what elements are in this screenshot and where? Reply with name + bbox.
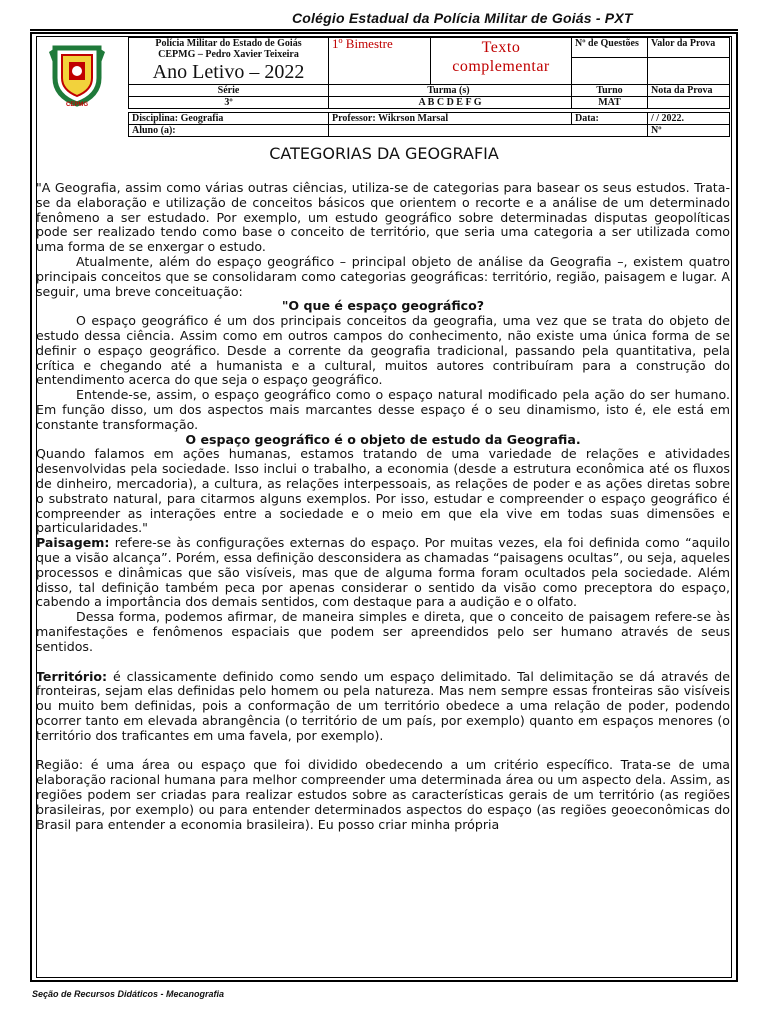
paragraph-landscape-conclusion: Dessa forma, podemos afirmar, de maneira simples e direta, que o conceito de paisagem refere-se às manifestações e fenômenos espaciais que podem ser apreendidos pelo ser humano através de seus sentidos. [36, 609, 730, 654]
turno-label: Turno [572, 85, 648, 97]
term-landscape: Paisagem: [36, 535, 110, 551]
footer: Seção de Recursos Didáticos - Mecanografia [32, 989, 225, 999]
discipline-table [128, 112, 730, 137]
document-body [36, 181, 730, 832]
logo-lettering: CEPMG [65, 102, 89, 108]
student-label: Aluno (a): [129, 125, 329, 137]
turno-value: MAT [572, 97, 648, 109]
grade-label: Nota da Prova [648, 85, 730, 97]
institution-line2: CEPMG – Pedro Xavier Teixeira [158, 49, 299, 60]
term-territory: Território: [36, 668, 108, 684]
paragraph-space-dynamism: Entende-se, assim, o espaço geográfico como o espaço natural modificado pela ação do ser humano. Em função disso, um dos aspectos mais marcantes desse espaço é o seu dinamismo, isto é, ele está em constante transformação. [36, 387, 730, 432]
subheading-space: "O que é espaço geográfico? [281, 298, 485, 314]
student-name [329, 125, 648, 137]
paragraph-human-actions: Quando falamos em ações humanas, estamos tratando de uma variedade de relações e atividades desenvolvidas pela sociedade. Isso inclui o trabalho, a economia (desde a estrutura econômica até os fluxos de dinheiro, mercadoria), a cultura, as relações interpessoais, as relações de poder e as ações diretas sobre o substrato natural, para citarmos alguns exemplos. Por isso, estudar e compreender o espaço geográfico é compreender as interações entre a sociedade e o meio em que ela vive em todas suas dimensões e particularidades." [36, 446, 730, 536]
subheading-object: O espaço geográfico é o objeto de estudo da Geografia. [185, 431, 581, 447]
landscape-text: refere-se às configurações externas do espaço. Por muitas vezes, ela foi definida como “aquilo que a visão alcança”. Porém, essa definição desconsidera as chamadas “paisagens ocultas”, ou seja, aqueles processos e dinâmicas que são visíveis, mas que de alguma forma foram ocultados pela sociedade. Além disso, tal definição também peca por apenas considerar o sentido da visão como preceptora do espaço, cabendo a importância dos demais sentidos, com destaque para a audição e o olfato. [36, 535, 730, 610]
serie-value: 3º [129, 97, 329, 109]
grade-value-label: Valor da Prova [648, 38, 730, 58]
paragraph-landscape [36, 536, 730, 610]
institution-cell [129, 38, 329, 85]
school-name: Colégio Estadual da Polícia Militar de Goiás - PXT [292, 10, 633, 26]
bimester: 1º Bimestre [329, 38, 431, 85]
paragraph-territory [36, 670, 730, 744]
num-questions-value [572, 58, 648, 85]
territory-text: é classicamente definido como sendo um espaço delimitado. Tal delimitação se dá através de fronteiras, sejam elas definidas pelo homem ou pela natureza. Mas nem sempre essas fronteiras são visíveis ou muito bem definidas, pois a conformação de um território obedece a uma relação de poder, podendo ocorrer tanto em elevada abrangência (o território de um país, por exemplo) quanto em espaços menores (o território dos traficantes em uma favela, por exemplo). [36, 668, 730, 743]
discipline: Disciplina: Geografia [129, 113, 329, 125]
header-table [128, 37, 730, 109]
school-year: Ano Letivo – 2022 [152, 61, 305, 83]
page-title: CATEGORIAS DA GEOGRAFIA [269, 144, 499, 163]
top-divider [30, 29, 738, 31]
date-label: Data: [572, 113, 648, 125]
date-value: / / 2022. [648, 113, 730, 125]
teacher: Professor: Wikrson Marsal [329, 113, 572, 125]
grade-value-value [648, 58, 730, 85]
paragraph-region: Região: é uma área ou espaço que foi dividido obedecendo a um critério específico. Trata-se de uma elaboração racional humana para melhor compreender uma determinada área ou um aspecto dela. Assim, as regiões podem ser criadas para realizar estudos sobre as características gerais de um território (as regiões brasileiras, por exemplo) ou para entender determinados aspectos do espaço (as regiões geoeconômicas do Brasil para entender a economia brasileira). Eu posso criar minha própria [36, 757, 730, 832]
paragraph-categories: Atualmente, além do espaço geográfico – principal objeto de análise da Geografia –, existem quatro principais conceitos que se consolidaram como categorias geográficas: território, região, paisagem e lugar. A seguir, uma breve conceituação: [36, 253, 730, 299]
paragraph-intro: "A Geografia, assim como várias outras ciências, utiliza-se de categorias para basear os seus estudos. Trata-se da elaboração e utilização de conceitos básicos que orientem o recorte e a análise de um determinado fenômeno a ser estudado. Por exemplo, um estudo geográfico sobre determinadas disputas geopolíticas pode ser realizado tendo como base o conceito de território, que seria uma categoria a ser utilizada como uma forma de se enxergar o estudo. [36, 180, 730, 255]
serie-label: Série [129, 85, 329, 97]
paragraph-space-definition: O espaço geográfico é um dos principais conceitos da geografia, uma vez que se trata do objeto de estudo dessa ciência. Assim como em outros campos do conhecimento, não existe uma única forma de se definir o espaço geográfico. Desde a corrente da geografia tradicional, passando pela quantitativa, pela crítica e chegando até a humanista e a cultural, muitos autores contribuíram para a construção do entendimento acerca do que seja o espaço geográfico. [36, 313, 730, 388]
turma-label: Turma (s) [329, 85, 572, 97]
num-questions-label: Nº de Questões [572, 38, 648, 58]
grade-value [648, 97, 730, 109]
institution-line1: Polícia Militar do Estado de Goiás [155, 38, 302, 49]
document-type: Texto complementar [431, 38, 572, 85]
student-number: Nº [648, 125, 730, 137]
turma-value: A B C D E F G [329, 97, 572, 109]
school-crest-logo [45, 38, 109, 108]
